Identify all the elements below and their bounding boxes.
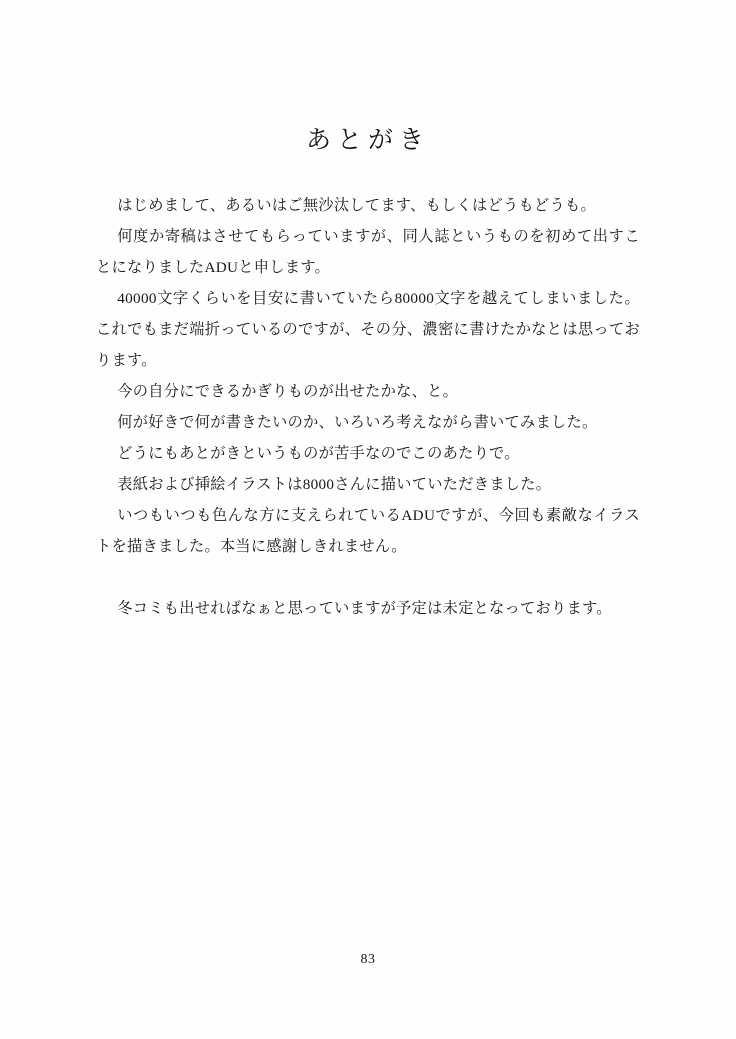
afterword-body xyxy=(96,190,640,624)
paragraph: 何度か寄稿はさせてもらっていますが、同人誌というものを初めて出すことになりましたADUと申します。 xyxy=(96,228,640,276)
page-number: 83 xyxy=(360,952,376,967)
paragraph: はじめまして、あるいはご無沙汰してます、もしくはどうもどうも。 xyxy=(117,197,596,214)
page-title: あとがき xyxy=(305,127,430,154)
paragraph-spacer xyxy=(96,562,640,593)
page-content xyxy=(96,126,640,624)
paragraph: どうにもあとがきというものが苦手なのでこのあたりで。 xyxy=(117,445,520,462)
paragraph: いつもいつも色んな方に支えられているADUですが、今回も素敵なイラストを描きました。本当に感謝しきれません。 xyxy=(96,507,640,555)
paragraph: 40000文字くらいを目安に書いていたら80000文字を越えてしまいました。これでもまだ端折っているのですが、その分、濃密に書けたかなとは思っております。 xyxy=(96,290,640,369)
paragraph: 表紙および挿絵イラストは8000さんに描いていただきました。 xyxy=(117,476,552,493)
paragraph: 何が好きで何が書きたいのか、いろいろ考えながら書いてみました。 xyxy=(117,414,598,431)
paragraph: 今の自分にできるかぎりものが出せたかな、と。 xyxy=(117,383,459,400)
paragraph: 冬コミも出せればなぁと思っていますが予定は未定となっております。 xyxy=(117,600,612,617)
